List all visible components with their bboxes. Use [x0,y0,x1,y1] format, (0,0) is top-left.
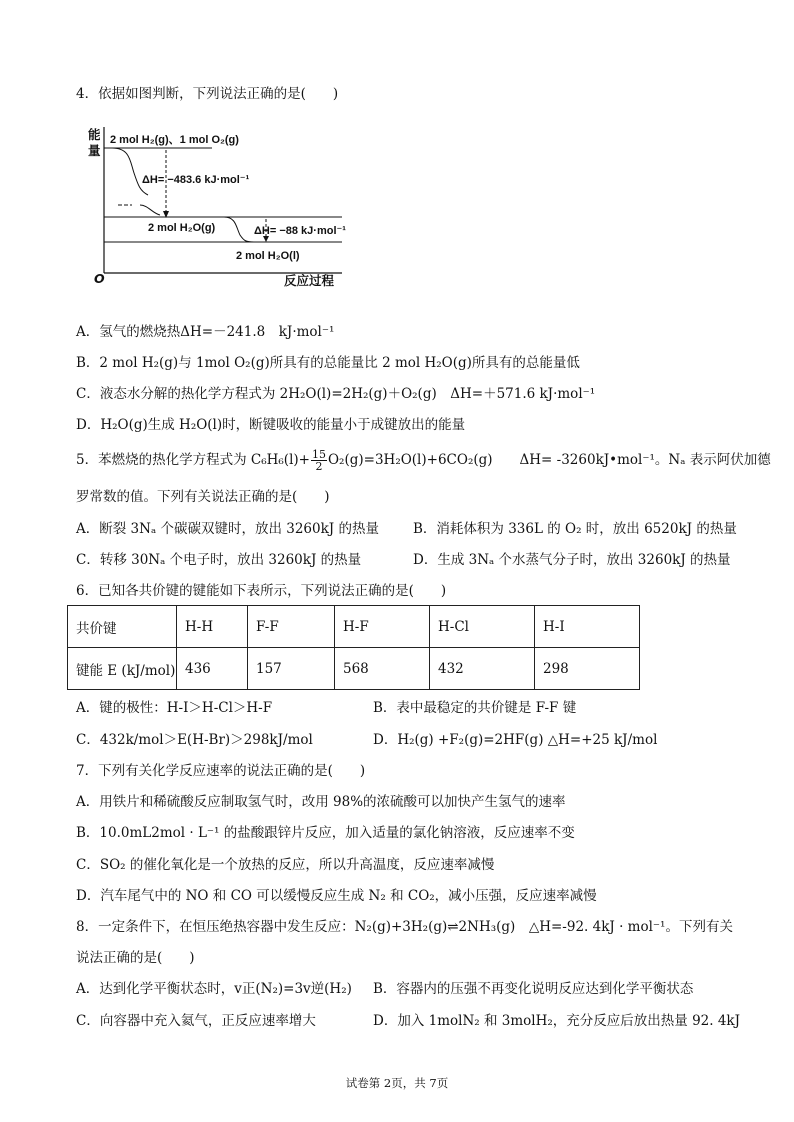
table-header-cell: H-H [177,606,248,648]
y-axis-label-1: 能 [88,127,101,142]
table-header-cell: H-Cl [430,606,535,648]
table-cell: 432 [430,648,535,690]
origin-label: O [94,271,105,286]
q8-option-a: A．达到化学平衡状态时，v正(N₂)=3v逆(H₂) [76,981,352,997]
q4-option-a: A．氢气的燃烧热ΔH=－241.8 kJ·mol⁻¹ [76,324,335,340]
q7-stem: 7．下列有关化学反应速率的说法正确的是( ) [76,763,366,779]
q7-option-c: C．SO₂ 的催化氧化是一个放热的反应，所以升高温度，反应速率减慢 [76,857,495,873]
curve-intermediate [140,205,160,215]
q5-fraction-numerator: 15 [311,448,326,461]
q4-option-c: C．液态水分解的热化学方程式为 2H₂O(l)=2H₂(g)＋O₂(g) ΔH=＋571.6 kJ·mol⁻¹ [76,386,596,402]
table-row-label: 键能 E (kJ/mol) [68,648,177,690]
table-cell: 568 [335,648,430,690]
curve-1 [112,148,148,195]
q5-option-a: A．断裂 3Nₐ 个碳碳双键时，放出 3260kJ 的热量 [76,521,379,537]
page-footer: 试卷第 2页，共 7页 [345,1076,449,1090]
table-cell: 298 [535,648,640,690]
q4-stem: 4．依据如图判断，下列说法正确的是( ) [76,86,339,102]
table-cell: 157 [248,648,335,690]
q4-option-b: B．2 mol H₂(g)与 1mol O₂(g)所具有的总能量比 2 mol H₂O(g)所具有的总能量低 [76,355,580,371]
q5-stem-part2: O₂(g)=3H₂O(l)+6CO₂(g) ΔH= -3260kJ•mol⁻¹。Nₐ 表示阿伏加德 [327,452,771,468]
table-header-row [68,606,640,648]
q5-option-c: C．转移 30Nₐ 个电子时，放出 3260kJ 的热量 [76,552,362,568]
table-header-cell: H-I [535,606,640,648]
y-axis-label-2: 量 [88,143,101,158]
curve-2 [224,217,254,242]
q5-fraction-denominator: 2 [315,460,323,473]
level-bottom-label: 2 mol H₂O(l) [236,250,300,262]
q8-stem-line1: 8．一定条件下，在恒压绝热容器中发生反应：N₂(g)+3H₂(g)⇌2NH₃(g) △H=-92. 4kJ · mol⁻¹。下列有关 [76,919,733,935]
level-top-label: 2 mol H₂(g)、1 mol O₂(g) [110,134,239,146]
table-header-cell: F-F [248,606,335,648]
q8-option-c: C．向容器中充入氦气，正反应速率增大 [76,1013,316,1029]
q5-stem [76,449,771,472]
q5-stem-line2: 罗常数的值。下列有关说法正确的是( ) [76,489,330,505]
q8-option-b: B．容器内的压强不再变化说明反应达到化学平衡状态 [373,981,694,997]
energy-diagram [84,123,356,293]
q5-option-b: B．消耗体积为 336L 的 O₂ 时，放出 6520kJ 的热量 [413,521,737,537]
x-axis-label: 反应过程 [284,273,335,288]
dh1-label: ΔH= −483.6 kJ·mol⁻¹ [142,174,250,186]
table-header-cell: H-F [335,606,430,648]
q5-option-d: D．生成 3Nₐ 个水蒸气分子时，放出 3260kJ 的热量 [413,552,731,568]
table-header-label: 共价键 [68,606,177,648]
bond-energy-table [67,605,640,690]
q8-option-d: D．加入 1molN₂ 和 3molH₂，充分反应后放出热量 92. 4kJ [373,1013,741,1029]
q7-option-d: D．汽车尾气中的 NO 和 CO 可以缓慢反应生成 N₂ 和 CO₂，减小压强，反应速率减慢 [76,888,597,904]
q8-stem-line2: 说法正确的是( ) [76,950,195,966]
q5-stem-part1: 5．苯燃烧的热化学方程式为 C₆H₆(l)+ [76,452,310,468]
q6-option-a: A．键的极性：H-I＞H-Cl＞H-F [76,700,273,716]
table-row [68,648,640,690]
q6-option-d: D．H₂(g) +F₂(g)=2HF(g) △H=+25 kJ/mol [373,732,658,748]
level-mid-label: 2 mol H₂O(g) [148,222,216,234]
q7-option-b: B．10.0mL2mol · L⁻¹ 的盐酸跟锌片反应，加入适量的氯化钠溶液，反应速率不变 [76,825,575,841]
q4-option-d: D．H₂O(g)生成 H₂O(l)时，断键吸收的能量小于成键放出的能量 [76,417,466,433]
dh2-label: ΔH= −88 kJ·mol⁻¹ [254,225,346,237]
q6-option-b: B．表中最稳定的共价键是 F-F 键 [373,700,577,716]
q7-option-a: A．用铁片和稀硫酸反应制取氢气时，改用 98%的浓硫酸可以加快产生氢气的速率 [76,794,566,810]
table-cell: 436 [177,648,248,690]
q5-fraction [311,449,327,472]
q6-stem: 6．已知各共价键的键能如下表所示，下列说法正确的是( ) [76,583,447,599]
q6-option-c: C．432k/mol＞E(H-Br)＞298kJ/mol [76,732,313,748]
